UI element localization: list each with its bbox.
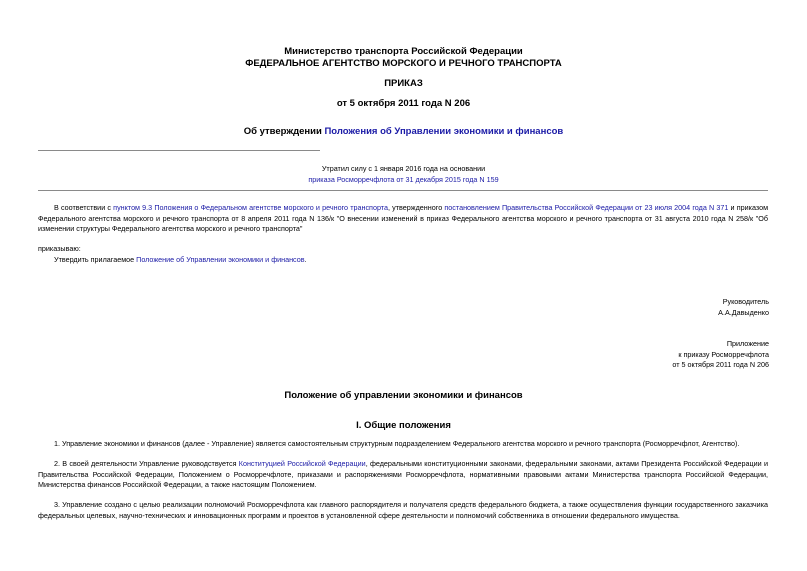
- regulation-title: Положение об управлении экономики и финансов: [284, 390, 523, 401]
- preamble-link-1[interactable]: пунктом 9.3 Положения о Федеральном агентстве морского и речного транспорта: [113, 203, 388, 212]
- preamble-text-2: , утвержденного: [388, 203, 445, 212]
- doc-type: ПРИКАЗ: [384, 78, 423, 89]
- subject-link[interactable]: Положения об Управлении экономики и финансов: [324, 126, 564, 137]
- signature: [718, 297, 769, 318]
- doc-date-number: от 5 октября 2011 года N 206: [336, 98, 471, 109]
- divider-long: [38, 190, 768, 191]
- appendix-line-1: Приложение: [726, 339, 769, 348]
- section-title: I. Общие положения: [356, 420, 451, 431]
- approve-text-end: .: [304, 255, 307, 264]
- appendix-line-3: от 5 октября 2011 года N 206: [672, 360, 769, 369]
- signature-name: А.А.Давыденко: [718, 307, 769, 317]
- signature-title: Руководитель: [722, 297, 769, 306]
- status-note: Утратил силу с 1 января 2016 года на основании: [321, 164, 486, 173]
- appendix-block: [672, 339, 769, 371]
- ministry-name: Министерство транспорта Российской Федерации: [284, 46, 523, 57]
- preamble-text-3: и приказом Федерального агентства морского и речного транспорта от 8 апреля 2011 года N 136/к "О внесении изменений в приказ Федерального агентства морского и речного транспорта от 31 августа 2010 года N 258/к "Об изменении структуры Федерального агентства морского и речного транспорта": [38, 203, 769, 233]
- doc-subject-prefix: Об утверждении: [243, 126, 325, 137]
- paragraph-2-text-end: , федеральными конституционными законами, федеральными законами, актами Президента Российской Федерации и Правительства Российской Федерации, Положением о Росморречфлоте, приказами и распоряжениями Росморречфлота, нормативными правовыми актами Министерства транспорта Российской Федерации, Министерства финансов Российской Федерации, а также настоящим Положением.: [38, 459, 768, 489]
- divider-short: [38, 150, 320, 151]
- approve-sentence: [38, 255, 768, 266]
- status-note-link[interactable]: приказа Росморречфлота от 31 декабря 2015 года N 159: [308, 175, 499, 184]
- approve-link[interactable]: Положение об Управлении экономики и финансов: [136, 255, 305, 264]
- preamble: [38, 203, 768, 235]
- regulation-paragraph-1: 1. Управление экономики и финансов (далее - Управление) является самостоятельным структурным подразделением Федерального агентства морского и речного транспорта (Росморречфлот, Агентство).: [54, 439, 740, 448]
- regulation-paragraph-2: [38, 459, 768, 491]
- agency-name: ФЕДЕРАЛЬНОЕ АГЕНТСТВО МОРСКОГО И РЕЧНОГО ТРАНСПОРТА: [245, 58, 562, 69]
- constitution-link[interactable]: Конституцией Российской Федерации: [238, 459, 366, 468]
- paragraph-2-text: 2. В своей деятельности Управление руководствуется: [54, 459, 239, 468]
- approve-text: Утвердить прилагаемое: [54, 255, 137, 264]
- order-word: приказываю:: [38, 244, 81, 253]
- appendix-line-2: к приказу Росморречфлота: [678, 349, 769, 359]
- preamble-text: В соответствии с: [54, 203, 114, 212]
- regulation-paragraph-3: 3. Управление создано с целью реализации полномочий Росморречфлота как главного распорядителя и получателя средств федерального бюджета, а также осуществления функции государственного заказчика федеральных целевых, научно-технических и инновационных программ и проектов в установленной сфере деятельности и полномочий собственника в отношении федерального имущества.: [38, 500, 768, 520]
- doc-subject: [0, 126, 807, 137]
- preamble-link-2[interactable]: постановлением Правительства Российской Федерации от 23 июля 2004 года N 371: [444, 203, 729, 212]
